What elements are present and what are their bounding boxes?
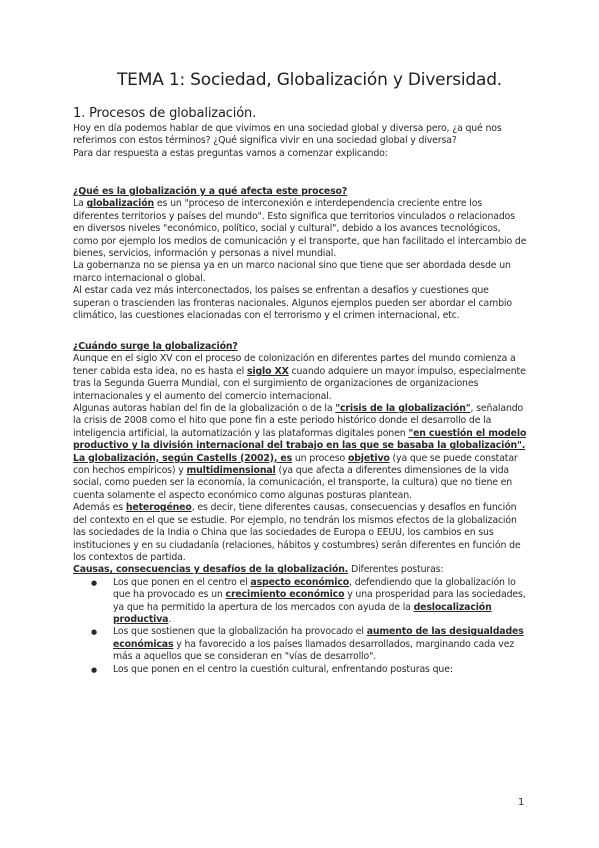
key-term: deslocalización productiva: [113, 601, 492, 625]
text: , defendiendo que la globalización lo que ha provocado es un: [113, 576, 516, 601]
key-term: heterogéneo: [125, 502, 192, 514]
key-term: globalización: [86, 198, 155, 210]
text: es un "proceso de interconexión e interdependencia creciente entre los diferentes territorios y países del mundo". Esto significa que territorios vinculados o relacionados en diversos niveles "económico, político, social y cultural", debido a los avances tecnológicos, como por ejemplo los medios de comunicación y el transporte, que han facilitado el intercambio de bienes, servicios, información y personas a nivel mundial.: [73, 198, 527, 260]
question-heading: ¿Qué es la globalización y a qué afecta este proceso?: [73, 186, 348, 197]
key-term: objetivo: [347, 452, 390, 464]
text: Aunque en el siglo XV con el proceso de colonización en diferentes partes del mundo comienza a tener cabida esta idea, no es hasta el: [73, 353, 516, 377]
section-intro: [73, 123, 528, 160]
paragraph: [73, 564, 528, 576]
text: (ya que se puede constatar con hechos empíricos) y: [73, 452, 518, 477]
key-term: siglo XX: [246, 365, 289, 377]
text: Además es: [73, 502, 126, 514]
intro-paragraph-2: Para dar respuesta a estas preguntas vamos a comenzar explicando:: [73, 147, 388, 159]
text: Diferentes posturas:: [348, 564, 444, 576]
text: Los que sostienen que la globalización ha provocado el: [113, 626, 367, 638]
text: (ya que afecta a diferentes dimensiones de la vida social, como pueden ser la economía, la comunicación, el transporte, la cultura) que no tiene en cuenta solamente el aspecto económico como algunas posturas plantean.: [73, 465, 513, 501]
list-item: [113, 626, 528, 663]
paragraph: [73, 453, 528, 503]
document-title: TEMA 1: Sociedad, Globalización y Diversidad.: [117, 70, 503, 90]
paragraph: [73, 403, 528, 453]
text: Los que ponen en el centro la cuestión cultural, enfrentando posturas que:: [113, 663, 453, 675]
text: .: [168, 613, 172, 625]
key-term: Causas, consecuencias y desafíos de la globalización.: [73, 564, 349, 576]
text: y una prosperidad para las sociedades, ya que ha permitido la apertura de los mercados con ayuda de la: [113, 589, 526, 613]
question-heading: ¿Cuándo surge la globalización?: [73, 341, 238, 352]
paragraph: [73, 353, 528, 403]
text: Los que ponen en el centro el: [113, 576, 251, 588]
text: Algunas autoras hablan del fin de la globalización o de la: [73, 403, 336, 415]
text: un proceso: [292, 452, 348, 464]
key-term: multidimensional: [186, 465, 276, 477]
postures-list: [73, 577, 528, 676]
question-2-block: [73, 341, 528, 676]
text: y ha favorecido a los países llamados desarrollados, marginando cada vez más a aquellos que se consideran en "vías de desarrollo".: [113, 638, 515, 663]
key-term: aumento de las desigualdades económicas: [113, 626, 524, 650]
paragraph: [73, 502, 528, 564]
paragraph: La gobernanza no se piensa ya en un marco nacional sino que tiene que ser abordada desde un marco internacional o global.: [73, 260, 511, 284]
paragraph: [73, 198, 528, 260]
list-item: [113, 664, 528, 676]
paragraph: Al estar cada vez más interconectados, los países se enfrentan a desafíos y cuestiones que superan o trascienden las fronteras nacionales. Algunos ejemplos pueden ser abordar el cambio climático, las cuestiones elacionadas con el terrorismo y el crimen internacional, etc.: [73, 285, 512, 322]
text: , es decir, tiene diferentes causas, consecuencias y desafíos en función del contexto en el que se estudie. Por ejemplo, no tendrán los mismos efectos de la globalización las sociedades de la India o China que las sociedades de Europa o EEUU, los cambios en sus instituciones y en su ciudadanía (relaciones, hábitos y costumbres) serán diferentes en función de los contextos de partida.: [73, 502, 521, 563]
key-term: "en cuestión el modelo productivo y la división internacional del trabajo en las que se basaba la globalización".: [73, 427, 527, 452]
text: cuando adquiere un mayor impulso, especialmente tras la Segunda Guerra Mundial, con el surgimiento de organizaciones de organizaciones internacionales y el aumento del comercio internacional.: [73, 365, 526, 402]
intro-paragraph: Hoy en día podemos hablar de que vivimos en una sociedad global y diversa pero, ¿a qué nos referimos con estos términos? ¿Qué significa vivir en una sociedad global y diversa?: [73, 123, 502, 147]
text: La: [73, 198, 87, 210]
question-1-block: [73, 186, 528, 322]
key-term: La globalización, según Castells (2002), es: [73, 452, 293, 464]
list-item: [113, 577, 528, 627]
text: , señalando la crisis de 2008 como el hito que pone fin a este periodo histórico donde el desarrollo de la inteligencia artificial, la automatización y las plataformas digitales ponen: [73, 403, 524, 439]
key-term: crecimiento económico: [225, 589, 345, 601]
page-number: 1: [518, 797, 525, 808]
section-heading: 1. Procesos de globalización.: [73, 106, 257, 121]
key-term: "crisis de la globalización": [335, 403, 471, 415]
key-term: aspecto económico: [250, 576, 350, 588]
